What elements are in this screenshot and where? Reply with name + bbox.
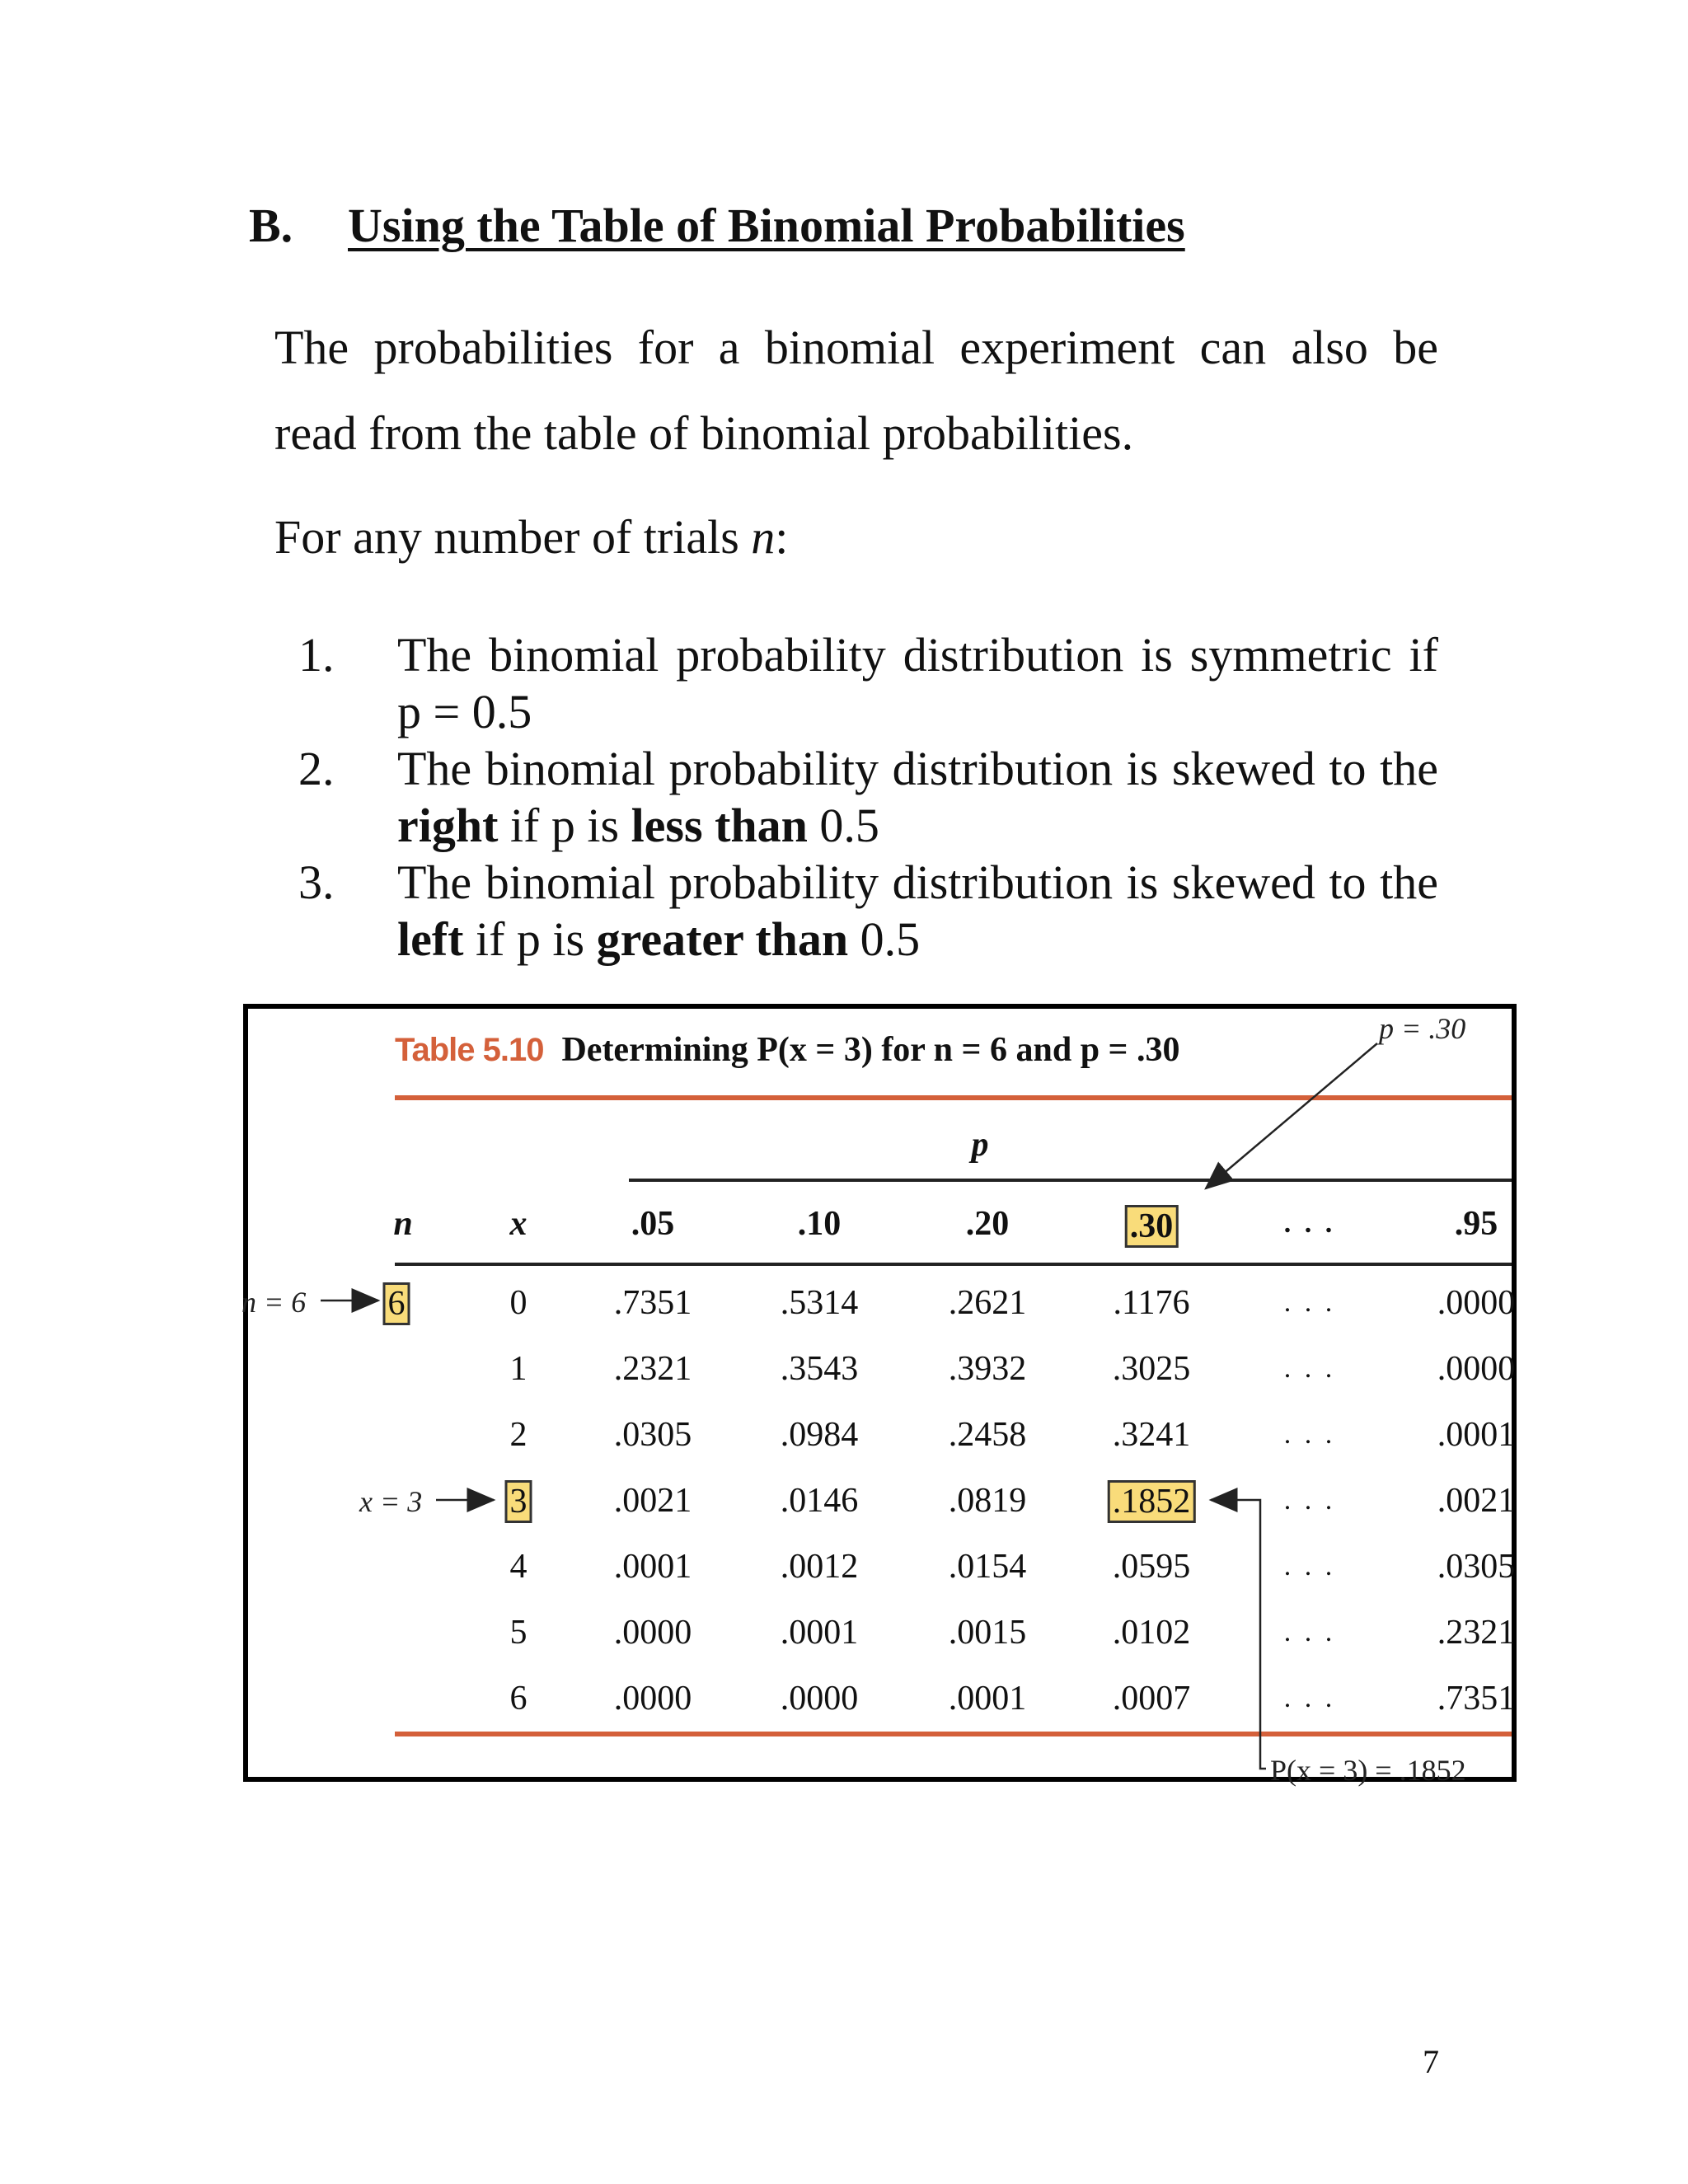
list-text: The binomial probability distribution is skewed to the [397, 855, 1438, 909]
section-title: Using the Table of Binomial Probabilities [348, 199, 1185, 252]
intro-line-2: read from the table of binomial probabilities. [274, 406, 1134, 460]
table-cell: .0146 [780, 1482, 859, 1520]
trials-var: n [751, 510, 776, 564]
table-caption [395, 1030, 1179, 1070]
table-cell: .2321 [613, 1350, 692, 1388]
x-header: x [509, 1205, 528, 1243]
list-text: 0.5 [848, 912, 921, 966]
trials-prefix: For any number of trials [274, 510, 752, 564]
table-cell: .0021 [613, 1482, 692, 1520]
table-cell: .0000 [1437, 1284, 1516, 1322]
x-value: 5 [509, 1614, 528, 1652]
list-item [298, 854, 1438, 968]
result-annotation: P(x = 3) = .1852 [1270, 1754, 1466, 1787]
list-number: 1. [298, 628, 335, 682]
list-item [298, 740, 1438, 854]
section-heading [249, 198, 1185, 253]
table-cell: .2321 [1437, 1614, 1516, 1652]
table-cell: .0012 [780, 1548, 859, 1586]
table-title: Determining P(x = 3) for n = 6 and p = .30 [561, 1031, 1180, 1069]
table-cell: .0001 [948, 1680, 1027, 1718]
table-cell: .2458 [948, 1416, 1027, 1454]
table-cell: .7351 [613, 1284, 692, 1322]
table-cell: .0001 [1437, 1416, 1516, 1454]
column-header: .95 [1454, 1205, 1498, 1243]
n-annotation: n = 6 [241, 1286, 307, 1319]
table-cell: .0595 [1112, 1548, 1191, 1586]
x-value: 1 [509, 1350, 528, 1388]
column-header-highlight: .30 [1125, 1205, 1179, 1248]
column-header: . . . [1283, 1208, 1336, 1239]
table-cell: .0819 [948, 1482, 1027, 1520]
table-cell: .0102 [1112, 1614, 1191, 1652]
column-header: .05 [631, 1205, 675, 1243]
table-cell: .0154 [948, 1548, 1027, 1586]
list-bold: greater than [596, 912, 849, 966]
table-label: Table 5.10 [395, 1032, 544, 1068]
list-item [298, 626, 1438, 740]
trials-line [274, 509, 788, 565]
n-header: n [393, 1205, 413, 1243]
result-bracket [1211, 1500, 1266, 1769]
table-cell: . . . [1283, 1353, 1336, 1384]
trials-suffix: : [775, 510, 789, 564]
section-letter: B. [249, 199, 293, 252]
list-number: 2. [298, 742, 335, 795]
table-cell: .3543 [780, 1350, 859, 1388]
table-cell: .0984 [780, 1416, 859, 1454]
table-cell: . . . [1283, 1287, 1336, 1318]
p-header: p [971, 1126, 989, 1164]
table-cell: .0015 [948, 1614, 1027, 1652]
binomial-table-figure [241, 1004, 1517, 1787]
intro-line-1: The probabilities for a binomial experiment can also be [274, 321, 1438, 374]
table-cell: .3932 [948, 1350, 1027, 1388]
table-cell: .0000 [780, 1680, 859, 1718]
column-header: .10 [797, 1205, 842, 1243]
p-annotation: p = .30 [1379, 1012, 1466, 1045]
table-cell: .3241 [1112, 1416, 1191, 1454]
table-cell: .3025 [1112, 1350, 1191, 1388]
table-cell: . . . [1283, 1617, 1336, 1647]
table-cell: .2621 [948, 1284, 1027, 1322]
list-bold: less than [631, 799, 808, 852]
table-cell: .1176 [1113, 1284, 1190, 1322]
table-rules [248, 1009, 1512, 1777]
list-bold: left [397, 912, 464, 966]
page-number: 7 [1423, 2043, 1439, 2080]
table-cell: . . . [1283, 1683, 1336, 1713]
x-annotation: x = 3 [359, 1485, 423, 1518]
table-cell: .0000 [613, 1680, 692, 1718]
table-cell: .0305 [1437, 1548, 1516, 1586]
p-arrow [1206, 1043, 1377, 1188]
x-value: 2 [509, 1416, 528, 1454]
x-value: 0 [509, 1284, 528, 1322]
intro-paragraph [274, 305, 1438, 476]
x-value-highlight: 3 [505, 1480, 532, 1523]
table-cell: .0021 [1437, 1482, 1516, 1520]
table-cell: .0000 [613, 1614, 692, 1652]
table-cell: .0001 [780, 1614, 859, 1652]
table-cell: . . . [1283, 1485, 1336, 1516]
n-value-highlight: 6 [383, 1282, 410, 1325]
table-cell: . . . [1283, 1419, 1336, 1450]
table-cell: .0001 [613, 1548, 692, 1586]
x-value: 6 [509, 1680, 528, 1718]
x-value: 4 [509, 1548, 528, 1586]
list-text: 0.5 [807, 799, 879, 852]
list-text: The binomial probability distribution is symmetric if p = 0.5 [397, 628, 1438, 738]
list-text: The binomial probability distribution is skewed to the [397, 742, 1438, 795]
list-number: 3. [298, 855, 335, 909]
table-cell: .7351 [1437, 1680, 1516, 1718]
result-cell-highlight: .1852 [1108, 1480, 1196, 1523]
table-cell: .5314 [780, 1284, 859, 1322]
list-text: if p is [463, 912, 597, 966]
table-cell: . . . [1283, 1551, 1336, 1582]
list-bold: right [397, 799, 499, 852]
table-cell: .0007 [1112, 1680, 1191, 1718]
properties-list [298, 626, 1438, 968]
table-cell: .0000 [1437, 1350, 1516, 1388]
table-cell: .0305 [613, 1416, 692, 1454]
list-text: if p is [498, 799, 631, 852]
column-header: .20 [965, 1205, 1010, 1243]
